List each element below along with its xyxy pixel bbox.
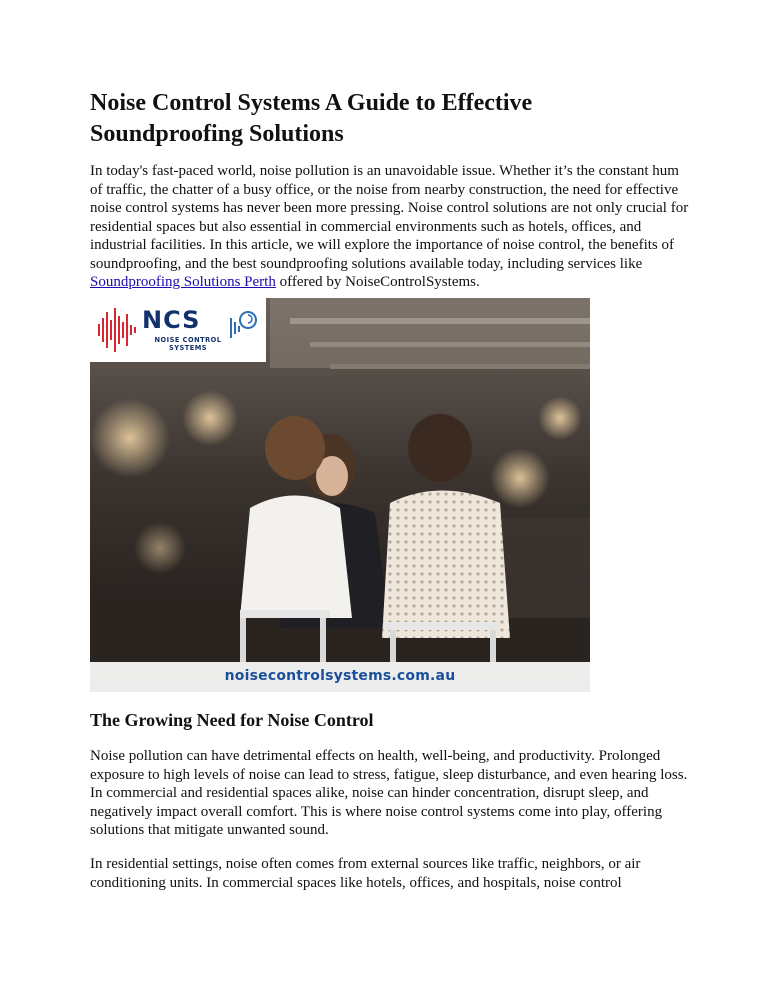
intro-text-after-link: offered by NoiseControlSystems. — [275, 274, 480, 290]
intro-text-before-link: In today's fast-paced world, noise pollution is an unavoidable issue. Whether it’s the constant hum of traffic, the chatter of a busy office, or the noise from nearby construction, the need for effective noise control systems has never been more pressing. Noise control solutions are not only crucial for residential spaces but also essential in commercial environments such as hotels, offices, and industrial facilities. In this article, we will explore the importance of noise control, the benefits of soundproofing, and the best soundproofing solutions available today, including services like — [90, 163, 689, 272]
logo-subtext-line1: NOISE CONTROL — [154, 336, 222, 344]
paragraph-2: Noise pollution can have detrimental effects on health, well-being, and productivity. Prolonged exposure to high levels of noise can lead to stress, fatigue, sleep disturbance, and even hearing loss. In commercial and residential spaces alike, noise can hinder concentration, disrupt sleep, and negatively impact overall comfort. This is where noise control systems come into play, offering solutions that mitigate unwanted sound. — [90, 748, 688, 838]
soundproofing-solutions-perth-link[interactable]: Soundproofing Solutions Perth — [90, 274, 276, 290]
logo-subtext-line2: SYSTEMS — [168, 344, 208, 352]
website-url: noisecontrolsystems.com.au — [224, 668, 456, 684]
article-title: Noise Control Systems A Guide to Effective Soundproofing Solutions — [90, 90, 533, 147]
website-banner — [90, 662, 590, 692]
section-heading: The Growing Need for Noise Control — [90, 710, 374, 730]
logo-subtext — [146, 336, 230, 352]
paragraph-3: In residential settings, noise often comes from external sources like traffic, neighbors, or air conditioning units. In commercial spaces like hotels, offices, and hospitals, noise control — [90, 856, 641, 891]
logo-ncs-text: NCS — [142, 306, 201, 334]
ncs-logo — [90, 298, 266, 362]
intro-paragraph — [90, 162, 690, 292]
ear-icon — [240, 312, 256, 328]
article-photo — [90, 298, 590, 692]
